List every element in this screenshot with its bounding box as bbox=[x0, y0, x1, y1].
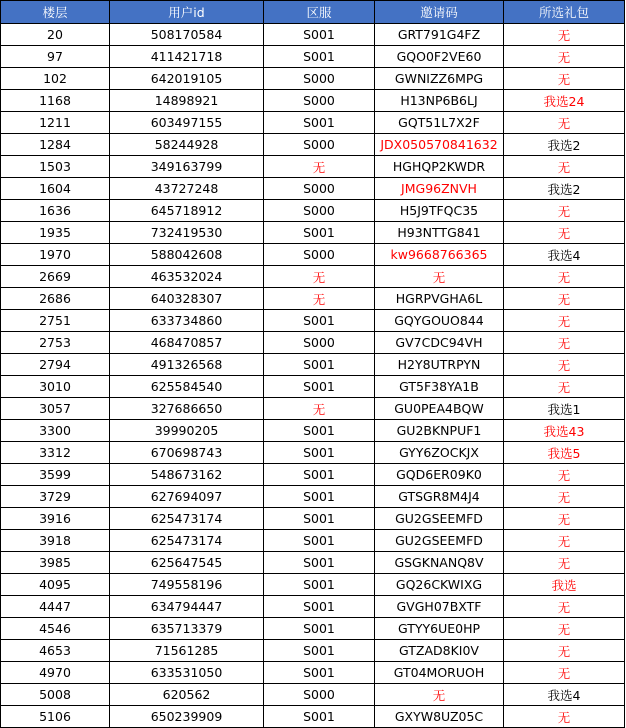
user-id-cell: 491326568 bbox=[110, 354, 264, 376]
table-row bbox=[1, 420, 625, 442]
floor-cell: 1970 bbox=[1, 244, 110, 266]
floor-cell: 2669 bbox=[1, 266, 110, 288]
floor-cell: 3010 bbox=[1, 376, 110, 398]
floor-cell: 3729 bbox=[1, 486, 110, 508]
gift-pack-cell: 无 bbox=[504, 288, 625, 310]
server-cell: S001 bbox=[264, 618, 375, 640]
invite-code-cell: H13NP6B6LJ bbox=[375, 90, 504, 112]
gift-pack-cell: 无 bbox=[504, 332, 625, 354]
table-row bbox=[1, 244, 625, 266]
invite-code-cell: GT5F38YA1B bbox=[375, 376, 504, 398]
user-id-cell: 468470857 bbox=[110, 332, 264, 354]
user-id-cell: 634794447 bbox=[110, 596, 264, 618]
floor-cell: 4546 bbox=[1, 618, 110, 640]
user-id-cell: 43727248 bbox=[110, 178, 264, 200]
invite-code-cell: GU2BKNPUF1 bbox=[375, 420, 504, 442]
server-cell: S001 bbox=[264, 706, 375, 728]
server-cell: S000 bbox=[264, 68, 375, 90]
floor-cell: 20 bbox=[1, 24, 110, 46]
invite-code-cell: H2Y8UTRPYN bbox=[375, 354, 504, 376]
server-cell: 无 bbox=[264, 398, 375, 420]
invite-code-cell: GSGKNANQ8V bbox=[375, 552, 504, 574]
invite-code-cell: H5J9TFQC35 bbox=[375, 200, 504, 222]
server-cell: S001 bbox=[264, 552, 375, 574]
floor-cell: 97 bbox=[1, 46, 110, 68]
floor-cell: 3985 bbox=[1, 552, 110, 574]
table-row bbox=[1, 618, 625, 640]
table-row bbox=[1, 530, 625, 552]
gift-pack-cell: 无 bbox=[504, 662, 625, 684]
floor-cell: 3918 bbox=[1, 530, 110, 552]
server-cell: S001 bbox=[264, 596, 375, 618]
server-cell: 无 bbox=[264, 156, 375, 178]
user-id-cell: 670698743 bbox=[110, 442, 264, 464]
invite-code-cell: JMG96ZNVH bbox=[375, 178, 504, 200]
server-cell: S001 bbox=[264, 46, 375, 68]
invite-code-cell: HGHQP2KWDR bbox=[375, 156, 504, 178]
header-invite-code: 邀请码 bbox=[375, 1, 504, 24]
table-row bbox=[1, 354, 625, 376]
floor-cell: 3599 bbox=[1, 464, 110, 486]
user-id-cell: 508170584 bbox=[110, 24, 264, 46]
table-row bbox=[1, 486, 625, 508]
floor-cell: 1168 bbox=[1, 90, 110, 112]
table-row bbox=[1, 46, 625, 68]
gift-pack-cell: 无 bbox=[504, 508, 625, 530]
floor-cell: 1211 bbox=[1, 112, 110, 134]
table-row bbox=[1, 464, 625, 486]
gift-pack-cell: 无 bbox=[504, 266, 625, 288]
table-row bbox=[1, 706, 625, 728]
table-row bbox=[1, 442, 625, 464]
user-id-cell: 625584540 bbox=[110, 376, 264, 398]
table-row bbox=[1, 662, 625, 684]
invite-code-cell: kw9668766365 bbox=[375, 244, 504, 266]
table-row bbox=[1, 266, 625, 288]
gift-pack-cell: 无 bbox=[504, 376, 625, 398]
gift-pack-cell: 我选43 bbox=[504, 420, 625, 442]
invite-code-cell: HGRPVGHA6L bbox=[375, 288, 504, 310]
server-cell: S000 bbox=[264, 684, 375, 706]
user-id-cell: 640328307 bbox=[110, 288, 264, 310]
floor-cell: 5008 bbox=[1, 684, 110, 706]
header-user-id: 用户id bbox=[110, 1, 264, 24]
floor-cell: 2686 bbox=[1, 288, 110, 310]
floor-cell: 3057 bbox=[1, 398, 110, 420]
user-id-cell: 39990205 bbox=[110, 420, 264, 442]
table-row bbox=[1, 398, 625, 420]
header-row bbox=[1, 1, 625, 24]
server-cell: S001 bbox=[264, 420, 375, 442]
table-row bbox=[1, 222, 625, 244]
gift-pack-cell: 无 bbox=[504, 354, 625, 376]
user-id-cell: 463532024 bbox=[110, 266, 264, 288]
user-id-cell: 14898921 bbox=[110, 90, 264, 112]
server-cell: S001 bbox=[264, 464, 375, 486]
user-id-cell: 645718912 bbox=[110, 200, 264, 222]
server-cell: S000 bbox=[264, 200, 375, 222]
user-id-cell: 588042608 bbox=[110, 244, 264, 266]
gift-pack-cell: 我选4 bbox=[504, 244, 625, 266]
gift-pack-cell: 无 bbox=[504, 68, 625, 90]
server-cell: 无 bbox=[264, 266, 375, 288]
user-id-cell: 625647545 bbox=[110, 552, 264, 574]
invite-code-cell: GTYY6UE0HP bbox=[375, 618, 504, 640]
gift-pack-cell: 我选1 bbox=[504, 398, 625, 420]
user-id-cell: 620562 bbox=[110, 684, 264, 706]
invite-code-cell: H93NTTG841 bbox=[375, 222, 504, 244]
gift-pack-cell: 无 bbox=[504, 486, 625, 508]
user-id-cell: 633734860 bbox=[110, 310, 264, 332]
invite-code-cell: GQT51L7X2F bbox=[375, 112, 504, 134]
gift-pack-cell: 无 bbox=[504, 530, 625, 552]
floor-cell: 1636 bbox=[1, 200, 110, 222]
header-server: 区服 bbox=[264, 1, 375, 24]
server-cell: S000 bbox=[264, 244, 375, 266]
user-id-cell: 58244928 bbox=[110, 134, 264, 156]
gift-pack-cell: 无 bbox=[504, 706, 625, 728]
user-id-cell: 627694097 bbox=[110, 486, 264, 508]
user-id-cell: 633531050 bbox=[110, 662, 264, 684]
floor-cell: 1935 bbox=[1, 222, 110, 244]
server-cell: S000 bbox=[264, 178, 375, 200]
floor-cell: 102 bbox=[1, 68, 110, 90]
invite-code-cell: GU2GSEEMFD bbox=[375, 508, 504, 530]
floor-cell: 1284 bbox=[1, 134, 110, 156]
table-row bbox=[1, 90, 625, 112]
invite-code-cell: GQ26CKWIXG bbox=[375, 574, 504, 596]
server-cell: S000 bbox=[264, 332, 375, 354]
floor-cell: 3916 bbox=[1, 508, 110, 530]
invite-code-cell: GQYGOUO844 bbox=[375, 310, 504, 332]
gift-pack-cell: 无 bbox=[504, 156, 625, 178]
gift-pack-cell: 我选 bbox=[504, 574, 625, 596]
floor-cell: 3300 bbox=[1, 420, 110, 442]
invite-code-cell: GXYW8UZ05C bbox=[375, 706, 504, 728]
gift-pack-cell: 无 bbox=[504, 222, 625, 244]
gift-pack-cell: 我选4 bbox=[504, 684, 625, 706]
invite-code-cell: GVGH07BXTF bbox=[375, 596, 504, 618]
gift-pack-cell: 无 bbox=[504, 46, 625, 68]
gift-pack-cell: 无 bbox=[504, 112, 625, 134]
user-id-cell: 732419530 bbox=[110, 222, 264, 244]
user-id-cell: 603497155 bbox=[110, 112, 264, 134]
table-row bbox=[1, 24, 625, 46]
floor-cell: 1503 bbox=[1, 156, 110, 178]
user-id-cell: 635713379 bbox=[110, 618, 264, 640]
invite-code-cell: GTZAD8KI0V bbox=[375, 640, 504, 662]
server-cell: S001 bbox=[264, 508, 375, 530]
table-row bbox=[1, 552, 625, 574]
invite-code-cell: GT04MORUOH bbox=[375, 662, 504, 684]
table-row bbox=[1, 376, 625, 398]
header-gift-pack: 所选礼包 bbox=[504, 1, 625, 24]
floor-cell: 4095 bbox=[1, 574, 110, 596]
table-row bbox=[1, 178, 625, 200]
gift-pack-cell: 我选5 bbox=[504, 442, 625, 464]
gift-pack-cell: 无 bbox=[504, 310, 625, 332]
table-row bbox=[1, 68, 625, 90]
user-id-cell: 71561285 bbox=[110, 640, 264, 662]
floor-cell: 4447 bbox=[1, 596, 110, 618]
floor-cell: 2753 bbox=[1, 332, 110, 354]
user-id-cell: 625473174 bbox=[110, 508, 264, 530]
gift-pack-cell: 无 bbox=[504, 552, 625, 574]
gift-pack-cell: 无 bbox=[504, 596, 625, 618]
server-cell: S001 bbox=[264, 640, 375, 662]
server-cell: S000 bbox=[264, 90, 375, 112]
server-cell: S001 bbox=[264, 486, 375, 508]
user-id-cell: 327686650 bbox=[110, 398, 264, 420]
table-row bbox=[1, 574, 625, 596]
table-row bbox=[1, 332, 625, 354]
invite-code-cell: GV7CDC94VH bbox=[375, 332, 504, 354]
user-id-cell: 349163799 bbox=[110, 156, 264, 178]
server-cell: S001 bbox=[264, 662, 375, 684]
gift-pack-cell: 我选2 bbox=[504, 134, 625, 156]
floor-cell: 3312 bbox=[1, 442, 110, 464]
invite-code-cell: GQD6ER09K0 bbox=[375, 464, 504, 486]
gift-pack-cell: 无 bbox=[504, 200, 625, 222]
invite-code-cell: GU2GSEEMFD bbox=[375, 530, 504, 552]
user-id-cell: 650239909 bbox=[110, 706, 264, 728]
server-cell: S001 bbox=[264, 442, 375, 464]
floor-cell: 5106 bbox=[1, 706, 110, 728]
table-row bbox=[1, 508, 625, 530]
server-cell: S001 bbox=[264, 376, 375, 398]
table-row bbox=[1, 684, 625, 706]
table-row bbox=[1, 640, 625, 662]
server-cell: S001 bbox=[264, 112, 375, 134]
user-id-cell: 548673162 bbox=[110, 464, 264, 486]
table-row bbox=[1, 310, 625, 332]
user-id-cell: 411421718 bbox=[110, 46, 264, 68]
server-cell: S001 bbox=[264, 530, 375, 552]
table-body bbox=[1, 24, 625, 728]
server-cell: S001 bbox=[264, 574, 375, 596]
user-id-cell: 749558196 bbox=[110, 574, 264, 596]
invite-code-cell: GRT791G4FZ bbox=[375, 24, 504, 46]
table-row bbox=[1, 288, 625, 310]
invite-code-cell: JDX050570841632 bbox=[375, 134, 504, 156]
server-cell: S001 bbox=[264, 354, 375, 376]
server-cell: S001 bbox=[264, 24, 375, 46]
server-cell: 无 bbox=[264, 288, 375, 310]
table-row bbox=[1, 200, 625, 222]
invite-code-cell: GU0PEA4BQW bbox=[375, 398, 504, 420]
invite-code-cell: 无 bbox=[375, 266, 504, 288]
floor-cell: 4653 bbox=[1, 640, 110, 662]
server-cell: S000 bbox=[264, 134, 375, 156]
gift-pack-cell: 无 bbox=[504, 24, 625, 46]
table-row bbox=[1, 156, 625, 178]
gift-pack-cell: 无 bbox=[504, 640, 625, 662]
floor-cell: 2751 bbox=[1, 310, 110, 332]
gift-pack-cell: 我选24 bbox=[504, 90, 625, 112]
invite-code-cell: GTSGR8M4J4 bbox=[375, 486, 504, 508]
invite-code-cell: 无 bbox=[375, 684, 504, 706]
table-row bbox=[1, 134, 625, 156]
floor-cell: 2794 bbox=[1, 354, 110, 376]
invite-code-cell: GWNIZZ6MPG bbox=[375, 68, 504, 90]
user-id-cell: 625473174 bbox=[110, 530, 264, 552]
user-id-cell: 642019105 bbox=[110, 68, 264, 90]
gift-pack-cell: 我选2 bbox=[504, 178, 625, 200]
floor-cell: 1604 bbox=[1, 178, 110, 200]
gift-pack-cell: 无 bbox=[504, 618, 625, 640]
table-row bbox=[1, 596, 625, 618]
invite-code-cell: GYY6ZOCKJX bbox=[375, 442, 504, 464]
table-row bbox=[1, 112, 625, 134]
floor-cell: 4970 bbox=[1, 662, 110, 684]
invite-code-cell: GQO0F2VE60 bbox=[375, 46, 504, 68]
server-cell: S001 bbox=[264, 310, 375, 332]
gift-pack-cell: 无 bbox=[504, 464, 625, 486]
server-cell: S001 bbox=[264, 222, 375, 244]
header-floor: 楼层 bbox=[1, 1, 110, 24]
